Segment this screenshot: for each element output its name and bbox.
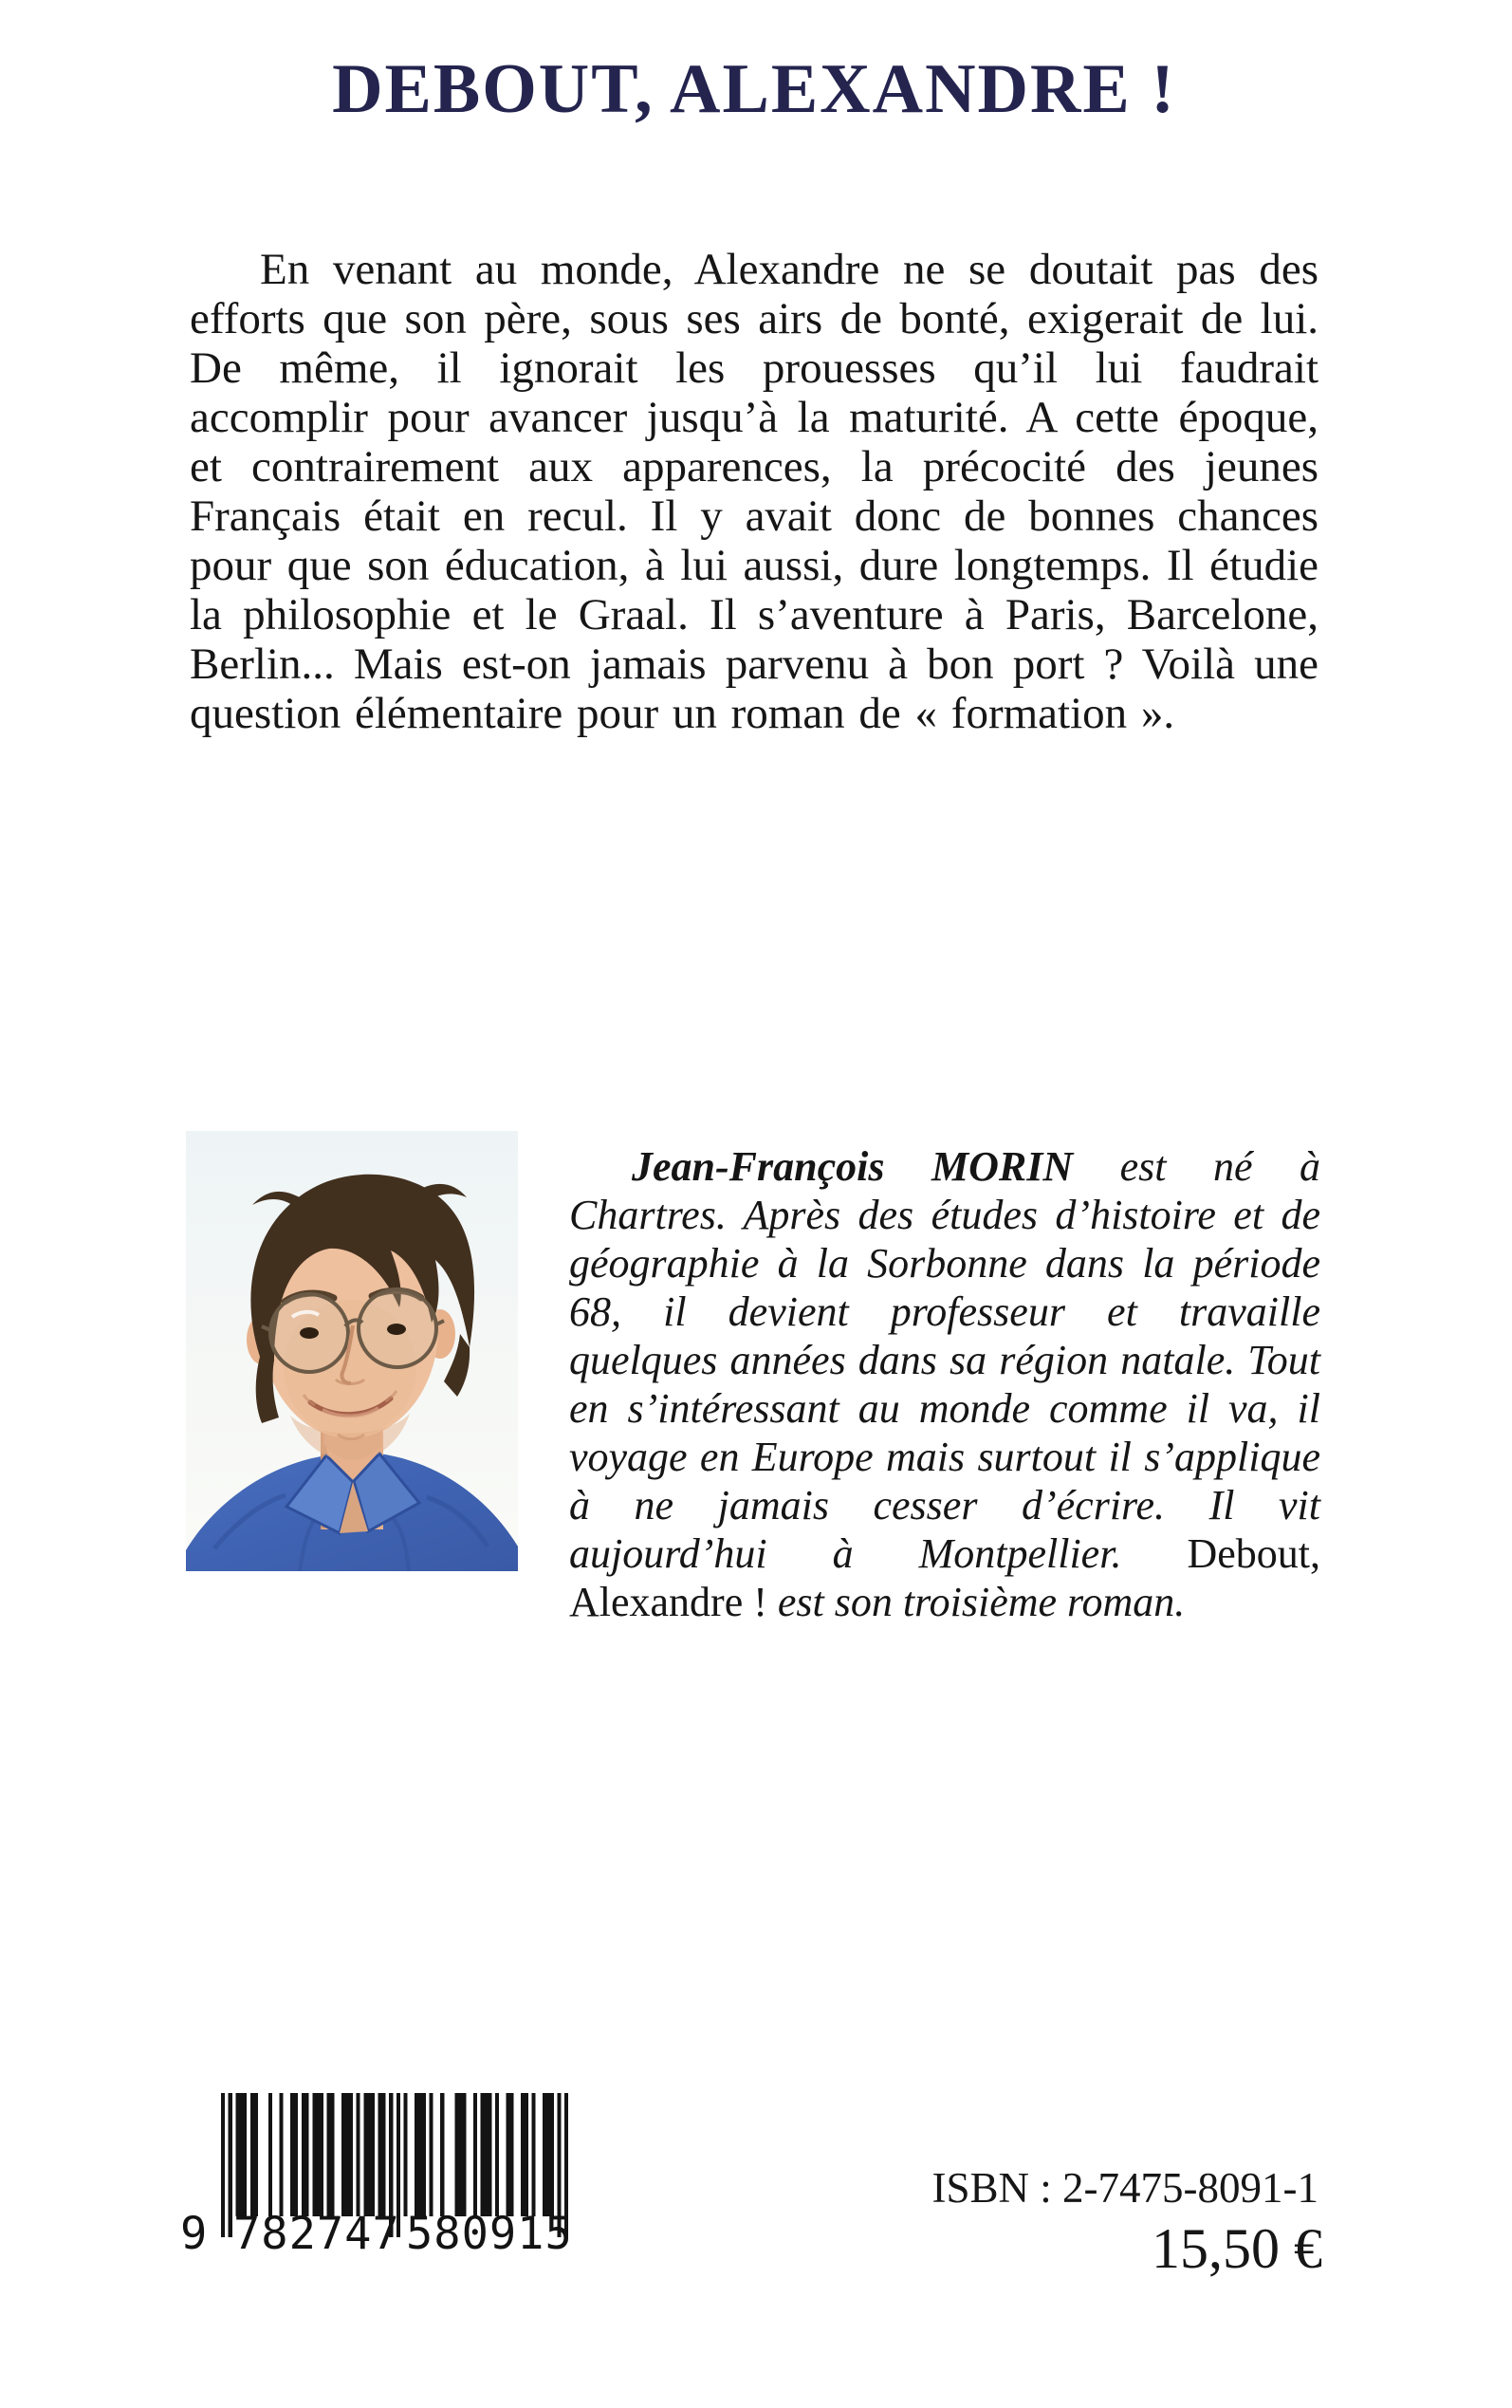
author-section (0, 1127, 1512, 1625)
author-photo-illustration (186, 1131, 518, 1571)
eye (300, 1327, 319, 1339)
book-title-inline: Debout, Alexandre ! (569, 1530, 1320, 1625)
author-name: Jean-François MORIN (632, 1143, 1074, 1190)
barcode-digits-left: 782747 (233, 2208, 400, 2260)
eye (387, 1324, 406, 1335)
synopsis-paragraph: En venant au monde, Alexandre ne se doutait pas des efforts que son père, sous ses airs de bonté, exigerait de lui. De même, il ignorait les prouesses qu’il lui faudrait accomplir pour avancer jusqu’à la maturité. A cette époque, et contrairement aux apparences, la précocité des jeunes Français était en recul. Il y avait donc de bonnes chances pour que son éducation, à lui aussi, dure longtemps. Il étudie la philosophie et le Graal. Il s’aventure à Paris, Barcelone, Berlin... Mais est-on jamais parvenu à bon port ? Voilà une question élémentaire pour un roman de « formation ». (190, 245, 1318, 738)
bio-text-1: est né à Chartres. Après des études d’histoire et de géographie à la Sorbonne dans la période 68, il devient professeur et travaille quelques années dans sa région natale. Tout en s’intéressant au monde comme il va, il voyage en Europe mais surtout il s’applique à ne jamais cesser d’écrire. Il vit aujourd’hui à Montpellier. (569, 1143, 1320, 1577)
page-title: DEBOUT, ALEXANDRE ! (332, 50, 1176, 128)
bio-text-2: est son troisième roman. (766, 1579, 1186, 1625)
isbn-label: ISBN : 2-7475-8091-1 (931, 2164, 1318, 2212)
price-label: 15,50 € (1152, 2217, 1322, 2280)
author-photo (186, 1131, 518, 1571)
ean-barcode (180, 2093, 588, 2278)
barcode-digits-right: 580915 (406, 2208, 573, 2260)
author-bio (569, 1142, 1320, 1626)
barcode-digit-first: 9 (180, 2208, 209, 2260)
